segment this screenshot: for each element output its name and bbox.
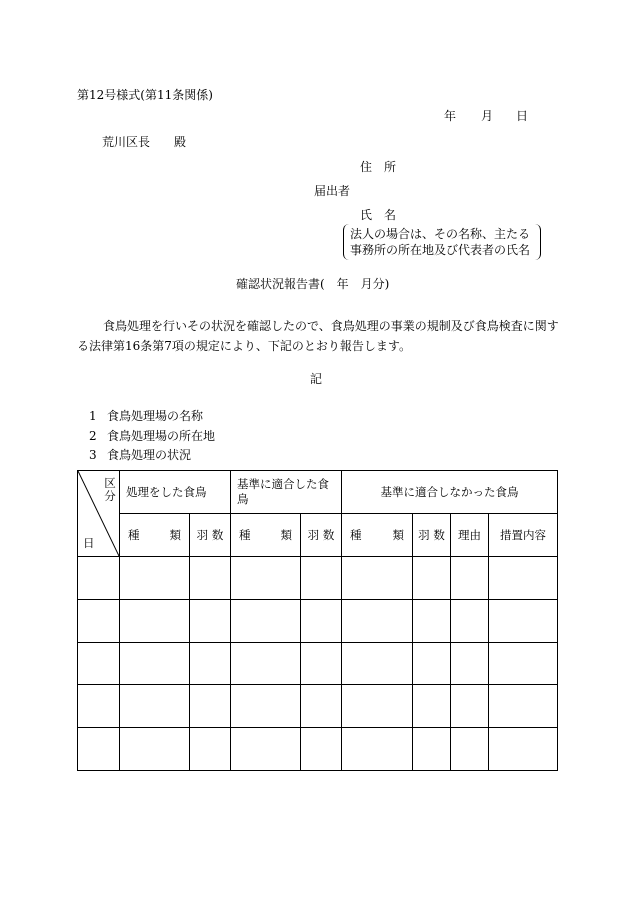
table-cell[interactable]: [231, 728, 301, 771]
table-header-row-2: [78, 514, 558, 557]
header-processed-group: 処理をした食鳥: [120, 471, 231, 514]
table-cell[interactable]: [451, 642, 489, 685]
header-noncompliant-type: 種 類: [342, 514, 413, 557]
header-compliant-count: 羽 数: [301, 514, 342, 557]
table-cell[interactable]: [342, 557, 413, 600]
notifier-label: 届出者: [314, 184, 351, 198]
body-line-1: 食鳥処理を行いその状況を確認したので、食鳥処理の事業の規制及び食鳥検査に関す: [103, 319, 559, 333]
item-2-text: 食鳥処理場の所在地: [107, 429, 216, 443]
table-cell[interactable]: [413, 685, 451, 728]
table-cell[interactable]: [413, 557, 451, 600]
header-noncompliant-count: 羽 数: [413, 514, 451, 557]
table-row: [78, 642, 558, 685]
table-header-row-1: [78, 471, 558, 514]
table-cell[interactable]: [301, 642, 342, 685]
item-3-number: 3: [89, 448, 97, 462]
table-cell[interactable]: [451, 728, 489, 771]
table-cell[interactable]: [342, 685, 413, 728]
report-title: 確認状況報告書( 年 月分): [236, 277, 390, 291]
table-cell[interactable]: [451, 599, 489, 642]
corner-kubun-label: 区分: [104, 476, 116, 503]
table-cell[interactable]: [451, 557, 489, 600]
table-cell[interactable]: [413, 599, 451, 642]
table-row: [78, 557, 558, 600]
table-cell[interactable]: [120, 685, 190, 728]
name-label: 氏 名: [360, 208, 397, 222]
ki-label: 記: [310, 372, 323, 386]
table-cell[interactable]: [78, 557, 120, 600]
table-cell[interactable]: [451, 685, 489, 728]
table-cell[interactable]: [78, 599, 120, 642]
table-cell[interactable]: [120, 642, 190, 685]
form-number: 第12号様式(第11条関係): [77, 88, 213, 102]
table-row: [78, 728, 558, 771]
header-noncompliant-group: 基準に適合しなかった食鳥: [342, 471, 558, 514]
table-cell[interactable]: [413, 728, 451, 771]
table-cell[interactable]: [489, 599, 558, 642]
header-compliant-group: 基準に適合した食鳥: [231, 471, 342, 514]
table-cell[interactable]: [489, 728, 558, 771]
table-cell[interactable]: [301, 599, 342, 642]
table-cell[interactable]: [301, 728, 342, 771]
header-compliant-type: 種 類: [231, 514, 301, 557]
header-measures: 措置内容: [489, 514, 558, 557]
table-cell[interactable]: [342, 642, 413, 685]
table-cell[interactable]: [120, 557, 190, 600]
address-label: 住 所: [360, 160, 397, 174]
table-cell[interactable]: [231, 599, 301, 642]
table-cell[interactable]: [190, 642, 231, 685]
table-cell[interactable]: [231, 685, 301, 728]
header-processed-count: 羽 数: [190, 514, 231, 557]
addressee-honorific: 殿: [174, 135, 187, 149]
body-paragraph: [77, 316, 559, 356]
header-reason: 理由: [451, 514, 489, 557]
body-line-2: る法律第16条第7項の規定により、下記のとおり報告します。: [77, 339, 411, 353]
table-cell[interactable]: [231, 557, 301, 600]
date-month: 月: [481, 109, 494, 123]
table-cell[interactable]: [489, 557, 558, 600]
table-row: [78, 599, 558, 642]
header-processed-type: 種 類: [120, 514, 190, 557]
item-1-number: 1: [89, 409, 97, 423]
table-cell[interactable]: [413, 642, 451, 685]
table-cell[interactable]: [489, 685, 558, 728]
date-day: 日: [516, 109, 529, 123]
item-3-text: 食鳥処理の状況: [107, 448, 192, 462]
table-cell[interactable]: [190, 685, 231, 728]
corner-header-cell: [78, 471, 120, 557]
table-cell[interactable]: [120, 728, 190, 771]
table-cell[interactable]: [78, 685, 120, 728]
corporate-note-line2: 事務所の所在地及び代表者の氏名: [350, 243, 531, 257]
table-cell[interactable]: [190, 728, 231, 771]
table-cell[interactable]: [78, 728, 120, 771]
table-cell[interactable]: [78, 642, 120, 685]
table-row: [78, 685, 558, 728]
table-cell[interactable]: [190, 557, 231, 600]
table-cell[interactable]: [342, 599, 413, 642]
corporate-note-line1: 法人の場合は、その名称、主たる: [350, 227, 531, 241]
table-cell[interactable]: [342, 728, 413, 771]
table-cell[interactable]: [231, 642, 301, 685]
item-1-text: 食鳥処理場の名称: [107, 409, 204, 423]
table-cell[interactable]: [120, 599, 190, 642]
processing-status-table: [77, 470, 558, 771]
item-2-number: 2: [89, 429, 97, 443]
table-cell[interactable]: [489, 642, 558, 685]
table-cell[interactable]: [301, 685, 342, 728]
table-cell[interactable]: [190, 599, 231, 642]
corner-day-label: 日: [83, 536, 95, 550]
table-cell[interactable]: [301, 557, 342, 600]
addressee-name: 荒川区長: [102, 135, 151, 149]
date-year: 年: [444, 109, 457, 123]
